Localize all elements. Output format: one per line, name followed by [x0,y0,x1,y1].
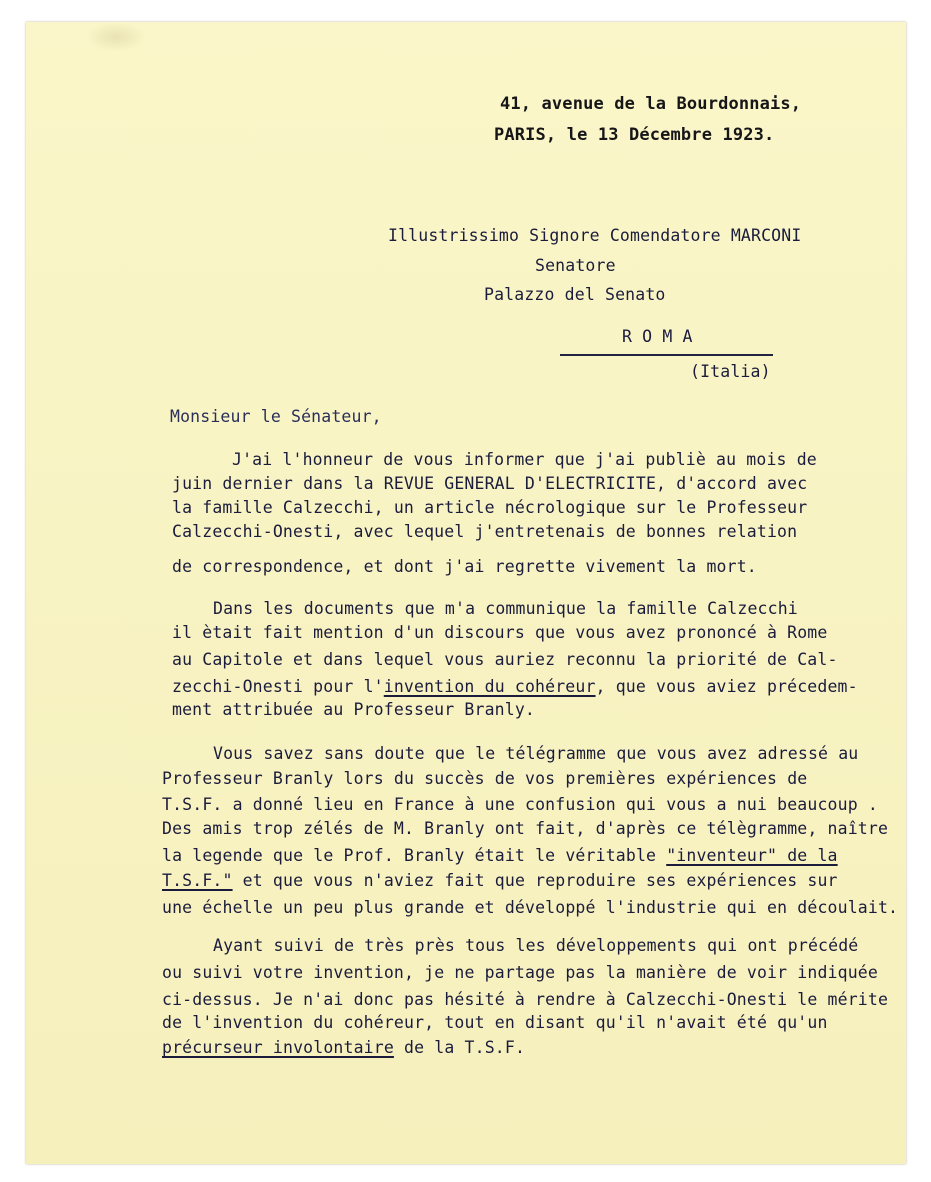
underlined-invention-du-cohereur: invention du cohéreur [383,677,596,696]
underlined-inventeur-de-la: "inventeur" de la [666,846,838,865]
paragraph-3-line-3: T.S.F. a donné lieu en France à une confusion qui vous a nui beaucoup . [162,795,878,814]
paragraph-3-line-7: une échelle un peu plus grande et développé l'industrie qui en découlait. [162,898,899,917]
paragraph-4-line-5-end: de la T.S.F. [393,1038,526,1057]
paragraph-2-line-1: Dans les documents que m'a communique la famille Calzecchi [213,599,798,618]
recipient-title: Senatore [535,256,616,275]
sender-address: 41, avenue de la Bourdonnais, [500,94,802,114]
paragraph-3-line-6 [162,871,838,891]
underlined-tsf: T.S.F." [162,871,233,890]
paragraph-2-line-2: il ètait fait mention d'un discours que vous avez prononcé à Rome [172,623,828,642]
paragraph-4-line-3: ci-dessus. Je n'ai donc pas hésité à rendre à Calzecchi-Onesti le mérite [162,990,889,1009]
paragraph-1-line-1: J'ai l'honneur de vous informer que j'ai publiè au mois de [232,450,817,469]
recipient-building: Palazzo del Senato [484,285,666,304]
salutation: Monsieur le Sénateur, [170,407,382,426]
paragraph-2-line-5: ment attribuée au Professeur Branly. [172,700,536,719]
paragraph-3-line-5 [162,846,838,866]
recipient-name: Illustrissimo Signore Comendatore MARCONI [388,226,802,245]
place-date: PARIS, le 13 Décembre 1923. [494,125,775,145]
paragraph-2-line-3: au Capitole et dans lequel vous auriez reconnu la priorité de Cal- [172,650,838,669]
paragraph-3-line-5-start: la legende que le Prof. Branly était le véritable [162,846,667,865]
paragraph-4-line-1: Ayant suivi de très près tous les développements qui ont précédé [213,936,859,955]
paragraph-1-line-3: la famille Calzecchi, un article nécrologique sur le Professeur [172,498,808,517]
city-underline [560,354,773,356]
recipient-country: (Italia) [690,362,771,381]
paragraph-2-line-4 [172,677,858,697]
paragraph-3-line-1: Vous savez sans doute que le télégramme que vous avez adressé au [213,744,859,763]
paragraph-1-line-5: de correspondence, et dont j'ai regrette vivement la mort. [172,557,757,576]
paragraph-4-line-5 [162,1038,525,1058]
paragraph-4-line-2: ou suivi votre invention, je ne partage pas la manière de voir indiquée [162,963,878,982]
underlined-precurseur-involontaire: précurseur involontaire [162,1038,394,1057]
paragraph-3-line-6-end: et que vous n'aviez fait que reproduire ses expériences sur [232,871,838,890]
paragraph-2-line-4-start: zecchi-Onesti pour l' [172,677,384,696]
paragraph-1-line-4: Calzecchi-Onesti, avec lequel j'entretenais de bonnes relation [172,522,798,541]
paragraph-3-line-2: Professeur Branly lors du succès de vos premières expériences de [162,769,808,788]
paragraph-1-line-2: juin dernier dans la REVUE GENERAL D'ELECTRICITE, d'accord avec [172,474,808,493]
paragraph-4-line-4: de l'invention du cohéreur, tout en disant qu'il n'avait été qu'un [162,1013,828,1032]
paragraph-3-line-4: Des amis trop zélés de M. Branly ont fait, d'après ce télègramme, naître [162,819,889,838]
paragraph-2-line-4-end: , que vous aviez précedem- [595,677,858,696]
recipient-city: R O M A [622,327,693,346]
